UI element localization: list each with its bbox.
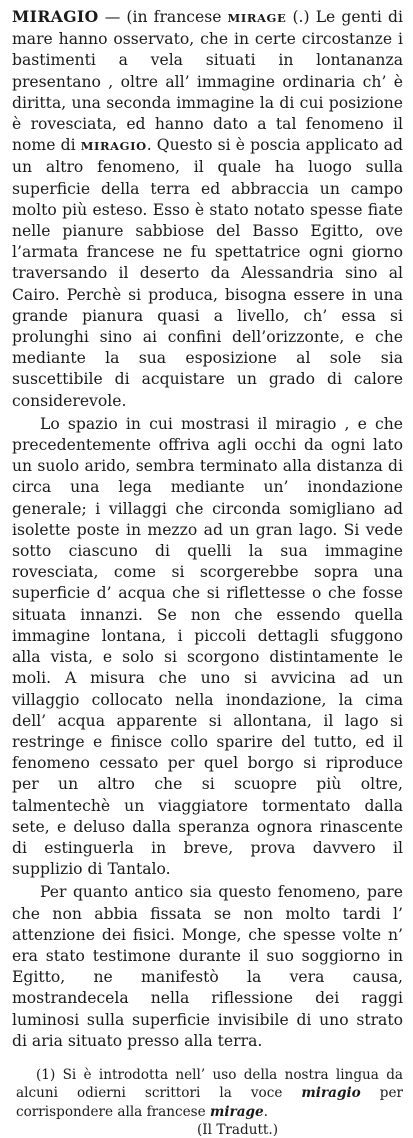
paragraph-1 [12,6,403,412]
footnote-reference: (.) [286,8,310,26]
footnote [12,1066,403,1122]
paragraph-3: Per quanto antico sia questo fenomeno, pare che non abbia fissata se non molto tardi l’ attenzione dei fisici. Monge, che spesse volte n’ era stato testimone durante il suo soggiorno in Egitto, ne manifestò la vera causa, mostrandecela nella riflessione dei raggi luminosi sulla superficie invisibile di uno strato di aria situato presso alla terra. [12,883,403,1050]
entry-dash: — (in francese [98,8,228,26]
translator-signature: (Il Tradutt.) [196,1122,279,1138]
entry-headword: MIRAGIO [12,7,99,26]
footnote-text-c: . [263,1103,268,1120]
footnote-text [16,1066,403,1122]
footnote-text-a: (1) Si è introdotta nell’ uso della nostra lingua da alcuni odierni scrittori la voce [16,1066,403,1102]
paragraph-2: Lo spazio in cui mostrasi il miragio , e che precedentemente offriva agli occhi da ogni lato un suolo arido, sembra terminato alla distanza di circa una lega mediante un’ inondazione generale; i villaggi che circonda somigliano ad isolette poste in mezzo ad un gran lago. Si vede sotto ciascuno di quelli la sua immagine rovesciata, come si scorgerebbe sopra una superficie d’ acqua che si riflettesse o che fosse situata innanzi. Se non che essendo quella immagine lontana, i piccoli dettagli sfuggono alla vista, e solo si scorgono distintamente le moli. A misura che uno si avvicina ad un villaggio collocato nella inondazione, la cima dell’ acqua apparente si allontana, il lago si restringe e finisce collo sparire del tutto, ed il fenomeno cessato per quel borgo si riproduce per un altro che si scuopre più oltre, talmentechè un viaggiatore tormentato dalla sete, e deluso dalla speranza ognora rinascente di estinguerla in breve, prova davvero il supplizio di Tantalo. [12,414,403,879]
footnote-term-french: mirage [209,1103,264,1120]
footnote-text-b: per corrispondere alla francese [16,1085,403,1120]
french-term: MIRAGE [227,11,287,25]
paragraph-1-text-b: . Questo si è poscia applicato ad un altro fenomeno, il quale ha luogo sulla superficie della terra ed abbraccia un campo molto più esteso. Esso è stato notato spesse fiate nelle pianure sabbiose del Basso Egitto, ove l’armata francese ne fu spettatrice ogni giorno traversando il deserto da Alessandria sino al Cairo. Perchè si produca, bisogna essere in una grande pianura quasi a livello, ch’ essa si prolunghi sino ai confini dell’orizzonte, e che mediante la sua esposizione al sole sia suscettibile di acquistare un grado di calore considerevole. [12,136,403,410]
footnote-term-italian: miragio [301,1085,361,1102]
paragraph-1-text-a: Le genti di mare hanno osservato, che in certe circostanze i bastimenti a vela situati in lontananza presentano , oltre all’ immagine ordinaria ch’ è diritta, una seconda immagine la di cui posizione è rovesciata, ed hanno dato a tal fenomeno il nome di [12,8,403,155]
name-term: MIRAGIO [80,139,147,154]
